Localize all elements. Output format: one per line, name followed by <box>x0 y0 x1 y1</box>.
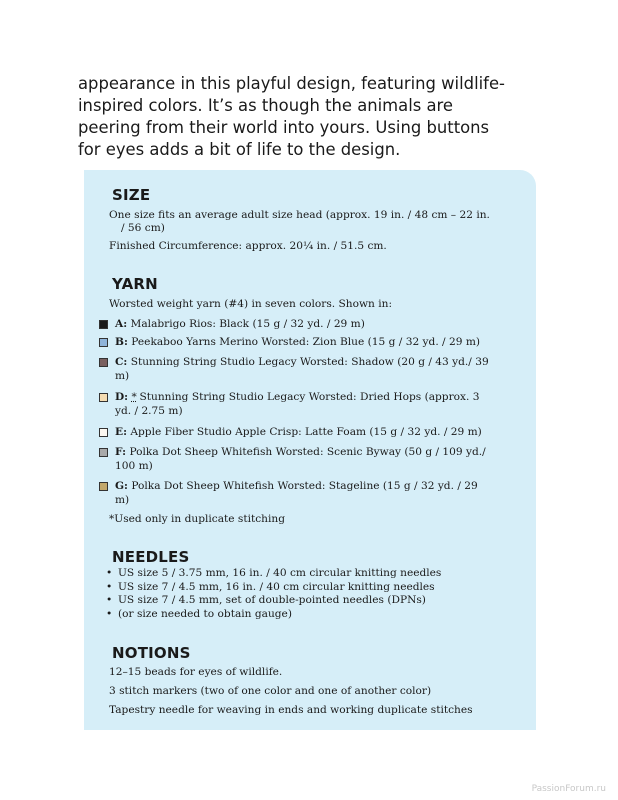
intro-paragraph <box>78 73 548 161</box>
color-swatch-g <box>99 482 108 491</box>
color-swatch-e <box>99 428 108 437</box>
materials-panel <box>84 170 536 730</box>
list-item: • US size 7 / 4.5 mm, set of double-pointed needles (DPNs) <box>104 594 441 608</box>
intro-line: for eyes adds a bit of life to the design. <box>78 140 401 159</box>
yarn-item-a: A: Malabrigo Rios: Black (15 g / 32 yd. / 29 m) <box>115 318 365 330</box>
duplicate-stitch-note: *Used only in duplicate stitching <box>109 513 285 525</box>
watermark: PassionForum.ru <box>531 784 606 794</box>
yarn-item-b: B: Peekaboo Yarns Merino Worsted: Zion Blue (15 g / 32 yd. / 29 m) <box>115 336 481 348</box>
needles-list <box>104 567 441 621</box>
size-heading: SIZE <box>112 186 151 204</box>
color-swatch-d <box>99 393 108 402</box>
asterisk-mark: * <box>131 391 137 403</box>
notions-item: 12–15 beads for eyes of wildlife. <box>109 666 283 678</box>
color-swatch-b <box>99 338 108 347</box>
yarn-item-f: F: Polka Dot Sheep Whitefish Worsted: Scenic Byway (50 g / 109 yd./ 100 m) <box>115 446 486 472</box>
size-line-cont: / 56 cm) <box>121 222 165 234</box>
list-item: • US size 5 / 3.75 mm, 16 in. / 40 cm circular knitting needles <box>104 567 441 581</box>
yarn-intro: Worsted weight yarn (#4) in seven colors. Shown in: <box>109 298 393 310</box>
yarn-item-c: C: Stunning String Studio Legacy Worsted: Shadow (20 g / 43 yd./ 39 m) <box>115 356 489 382</box>
yarn-heading: YARN <box>112 275 158 293</box>
color-swatch-c <box>99 358 108 367</box>
yarn-item-d: D: * Stunning String Studio Legacy Worsted: Dried Hops (approx. 3 yd. / 2.75 m) <box>115 391 480 417</box>
color-swatch-f <box>99 448 108 457</box>
notions-item: 3 stitch markers (two of one color and one of another color) <box>109 685 432 697</box>
color-swatch-a <box>99 320 108 329</box>
circumference-line: Finished Circumference: approx. 20¼ in. / 51.5 cm. <box>109 240 387 252</box>
notions-item: Tapestry needle for weaving in ends and working duplicate stitches <box>109 704 473 716</box>
notions-heading: NOTIONS <box>112 644 191 662</box>
yarn-item-g: G: Polka Dot Sheep Whitefish Worsted: Stageline (15 g / 32 yd. / 29 m) <box>115 480 478 506</box>
intro-line: peering from their world into yours. Using buttons <box>78 118 490 137</box>
list-item: • (or size needed to obtain gauge) <box>104 608 441 622</box>
yarn-item-e: E: Apple Fiber Studio Apple Crisp: Latte Foam (15 g / 32 yd. / 29 m) <box>115 426 482 438</box>
size-line: One size fits an average adult size head (approx. 19 in. / 48 cm – 22 in. <box>109 209 490 221</box>
list-item: • US size 7 / 4.5 mm, 16 in. / 40 cm circular knitting needles <box>104 581 441 595</box>
intro-line: appearance in this playful design, featuring wildlife- <box>78 74 505 93</box>
intro-line: inspired colors. It’s as though the animals are <box>78 96 453 115</box>
needles-heading: NEEDLES <box>112 548 190 566</box>
